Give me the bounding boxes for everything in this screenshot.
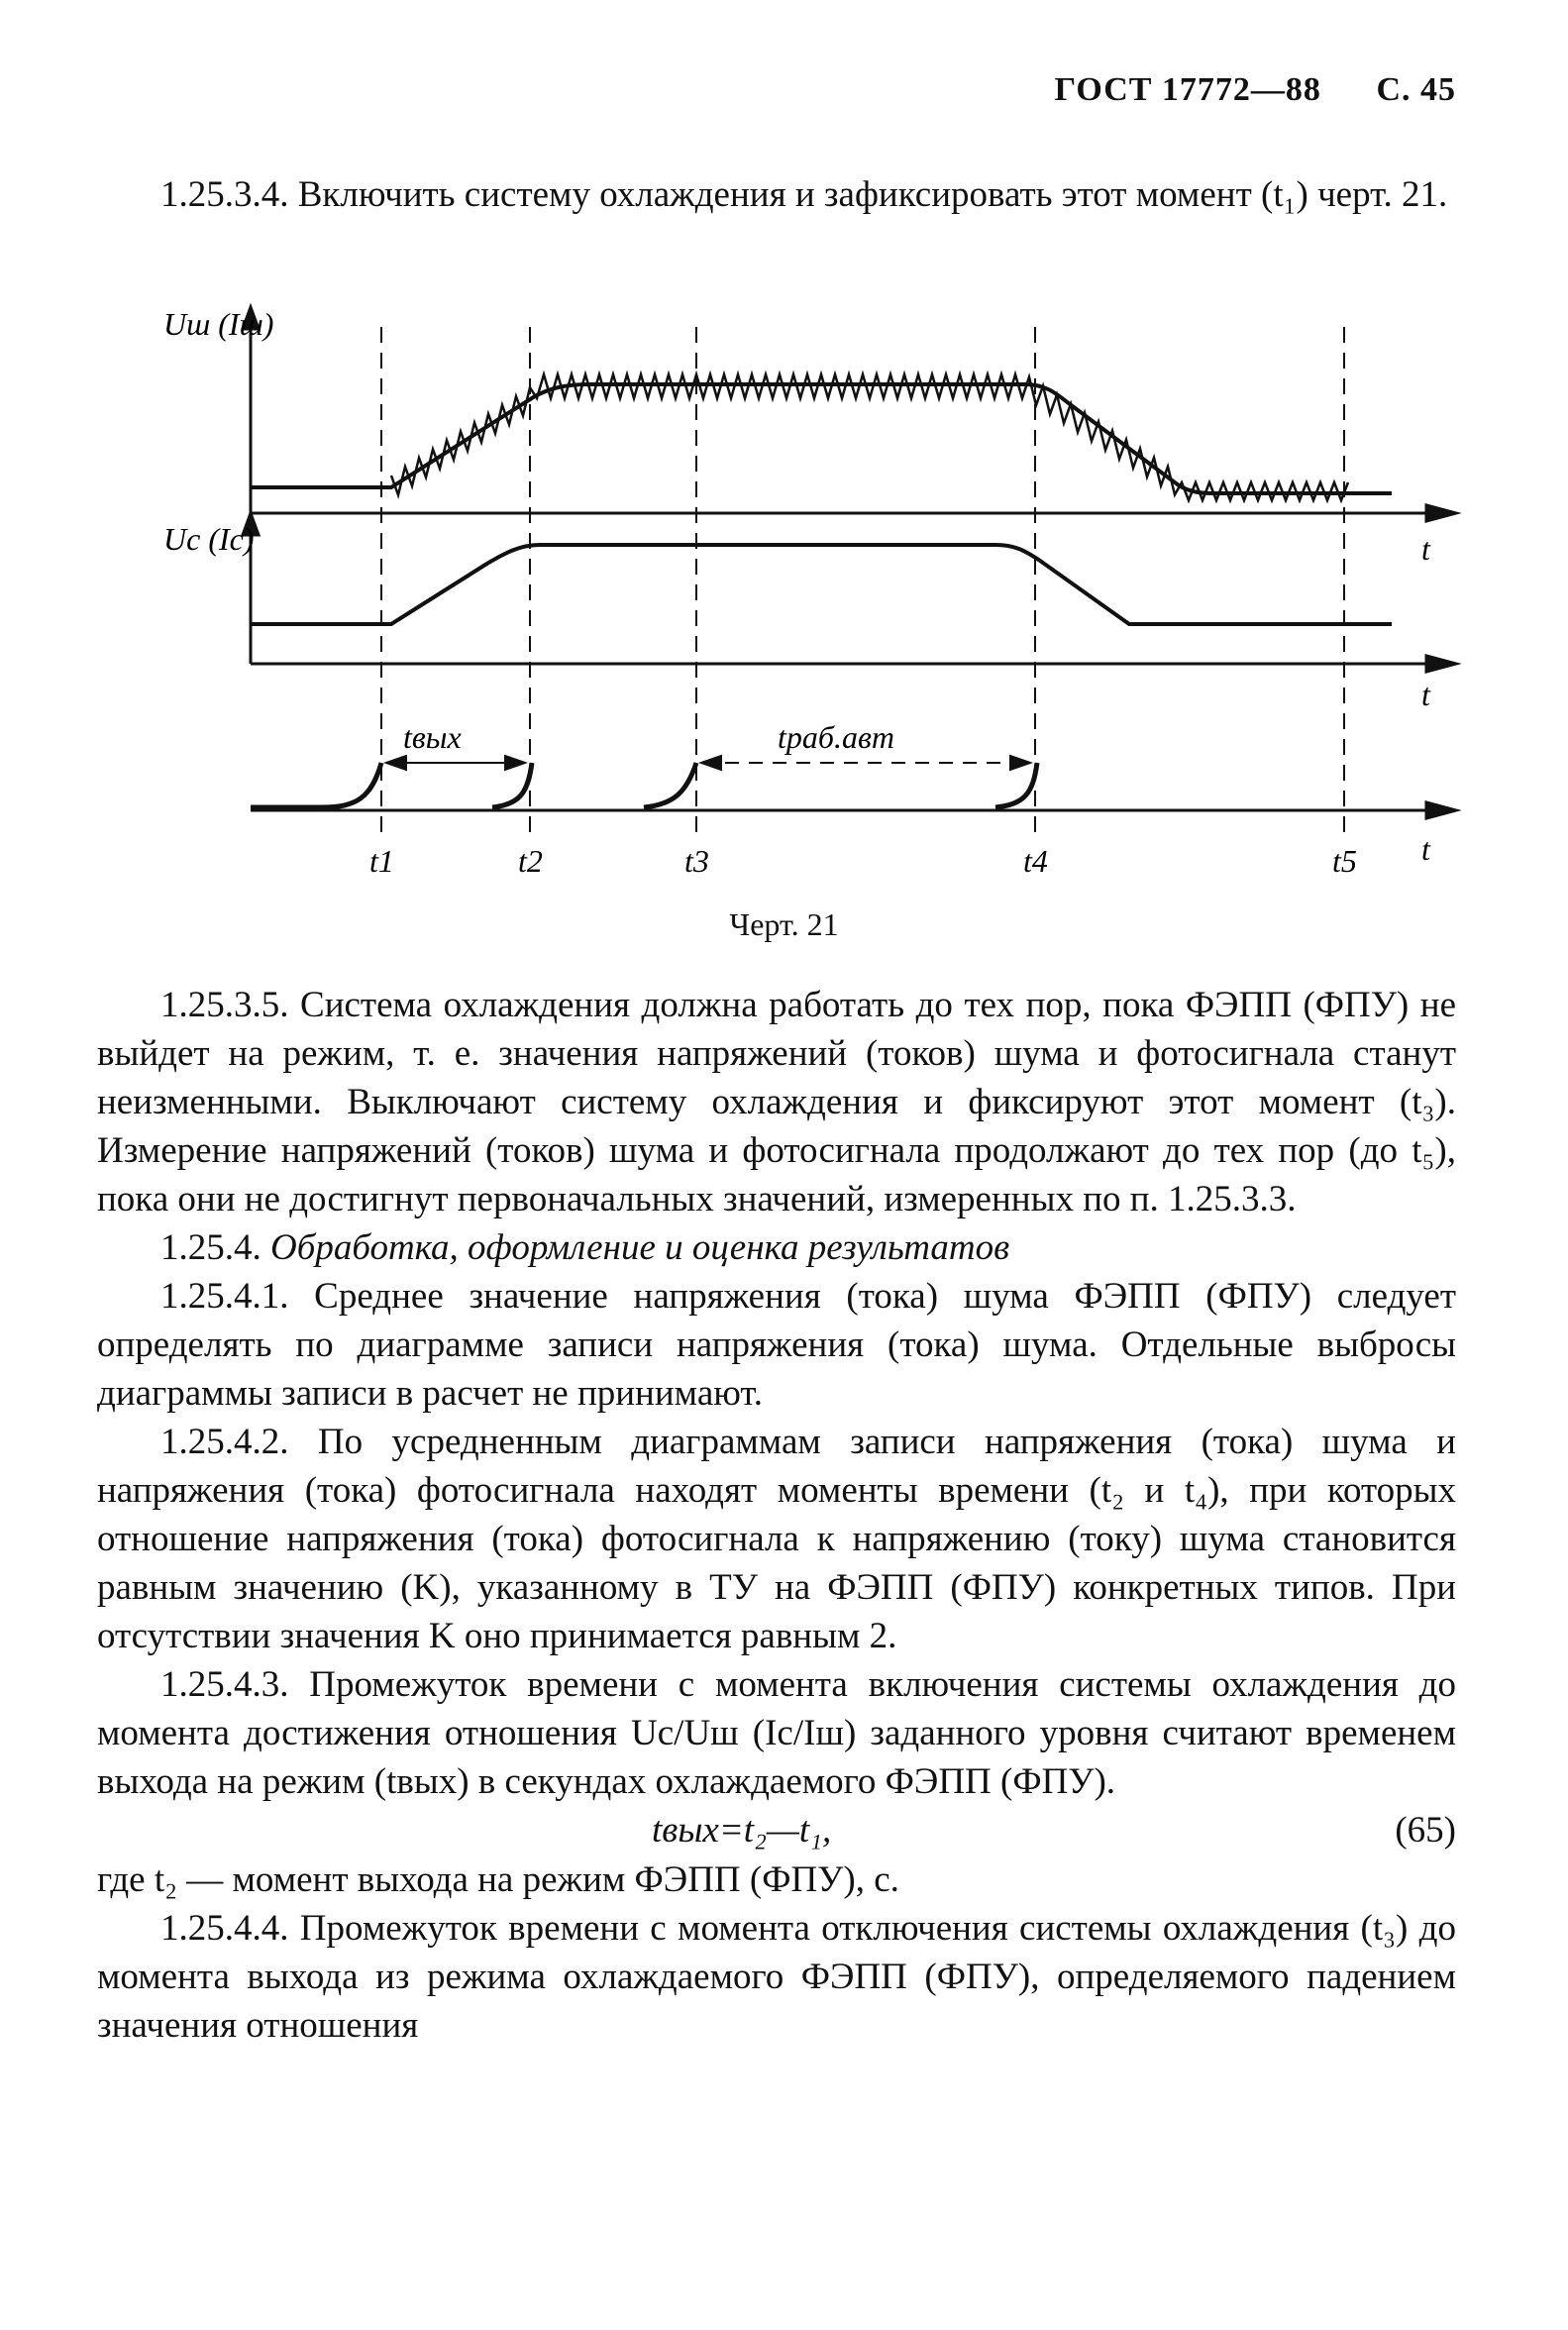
where-clause: где t₂ — момент выхода на режим ФЭПП (ФПУ), с. <box>97 1859 899 1900</box>
y2-axis-label: Uс (Iс) <box>163 521 255 557</box>
tick-t3: t3 <box>684 843 709 879</box>
paragraph-1-25-3-5: 1.25.3.5. Система охлаждения должна работать до тех пор, пока ФЭПП (ФПУ) не выйдет на режим, т. е. значения напряжений (токов) шума и фотосигнала станут неизменными. Выключают систему охлаждения и фиксируют этот момент (t₃). Измерение напряжений (токов) шума и фотосигнала продолжают до тех пор (до t₅), пока они не достигнут первоначальных значений, измеренных по п. 1.25.3.3. <box>97 985 1456 1219</box>
formula-expression: tвых=t₂—t₁, <box>652 1810 832 1851</box>
section-heading <box>97 1223 1456 1272</box>
pulse-t1 <box>251 763 381 807</box>
formula-number: (65) <box>1395 1810 1456 1851</box>
x-axis-3-arrow <box>1426 802 1456 818</box>
standard-number: ГОСТ 17772—88 <box>1054 71 1321 108</box>
page-number: С. 45 <box>1376 71 1456 108</box>
signal-curve <box>251 545 1392 624</box>
section-number: 1.25.4. <box>160 1227 261 1268</box>
noise-average-curve <box>251 384 1392 493</box>
tick-t4: t4 <box>1023 843 1048 879</box>
x-axis-1-arrow <box>1426 505 1456 521</box>
axis-t-label-1: t <box>1421 531 1430 567</box>
paragraph-1-25-4-1: 1.25.4.1. Среднее значение напряжения (тока) шума ФЭПП (ФПУ) следует определять по диаграмме записи напряжения (тока) шума. Отдельные выбросы диаграммы записи в расчет не принимают. <box>97 1276 1456 1414</box>
page-header <box>0 71 1456 109</box>
t-out-arrow-right <box>505 756 525 770</box>
interval-arrows <box>386 756 1030 770</box>
pulse-t3 <box>644 763 696 807</box>
figure-21 <box>163 297 1511 901</box>
x-axis-2-arrow <box>1426 656 1456 672</box>
axis-t-label-2: t <box>1421 677 1430 712</box>
pulse-t4 <box>995 763 1037 807</box>
pulse-t2 <box>492 763 532 807</box>
noise-sawtooth-path <box>391 374 1348 500</box>
tick-t2: t2 <box>518 843 543 879</box>
paragraph-1-25-3-4: 1.25.3.4. Включить систему охлаждения и зафиксировать этот момент (t₁) черт. 21. <box>160 174 1448 215</box>
noise-sawtooth <box>391 374 1348 500</box>
paragraph-1-25-4-3: 1.25.4.3. Промежуток времени с момента включения системы охлаждения до момента достижения отношения Uс/Uш (Iс/Iш) заданного уровня считают временем выхода на режим (tвых) в секундах охлаждаемого ФЭПП (ФПУ). <box>97 1664 1456 1802</box>
body-text <box>97 981 1456 2050</box>
tick-t1: t1 <box>369 843 394 879</box>
timing-diagram <box>163 297 1511 901</box>
intro-block <box>97 170 1456 219</box>
figure-caption: Черт. 21 <box>729 906 839 942</box>
paragraph-1-25-4-4: 1.25.4.4. Промежуток времени с момента отключения системы охлаждения (t₃) до момента выхода из режима охлаждаемого ФЭПП (ФПУ), определяемого падением значения отношения <box>97 1908 1456 2046</box>
paragraph-1-25-4-2: 1.25.4.2. По усредненным диаграммам записи напряжения (тока) шума и напряжения (тока) фотосигнала находят моменты времени (t₂ и t₄), при которых отношение напряжения (тока) фотосигнала к напряжению (току) шума становится равным значению (K), указанному в ТУ на ФЭПП (ФПУ) конкретных типов. При отсутствии значения K оно принимается равным 2. <box>97 1422 1456 1656</box>
section-title: Обработка, оформление и оценка результатов <box>270 1227 1010 1268</box>
tick-t: t <box>1421 831 1430 867</box>
t-work-arrow-left <box>701 756 721 770</box>
tick-t5: t5 <box>1332 843 1357 879</box>
t-work-arrow-right <box>1010 756 1030 770</box>
pulse-curves <box>251 763 1037 807</box>
t-work-label: tраб.авт <box>778 719 894 755</box>
t-out-arrow-left <box>386 756 406 770</box>
y1-axis-label: Uш (Iш) <box>163 306 274 342</box>
formula-65 <box>97 1806 1456 1855</box>
t-out-label: tвых <box>403 719 462 755</box>
